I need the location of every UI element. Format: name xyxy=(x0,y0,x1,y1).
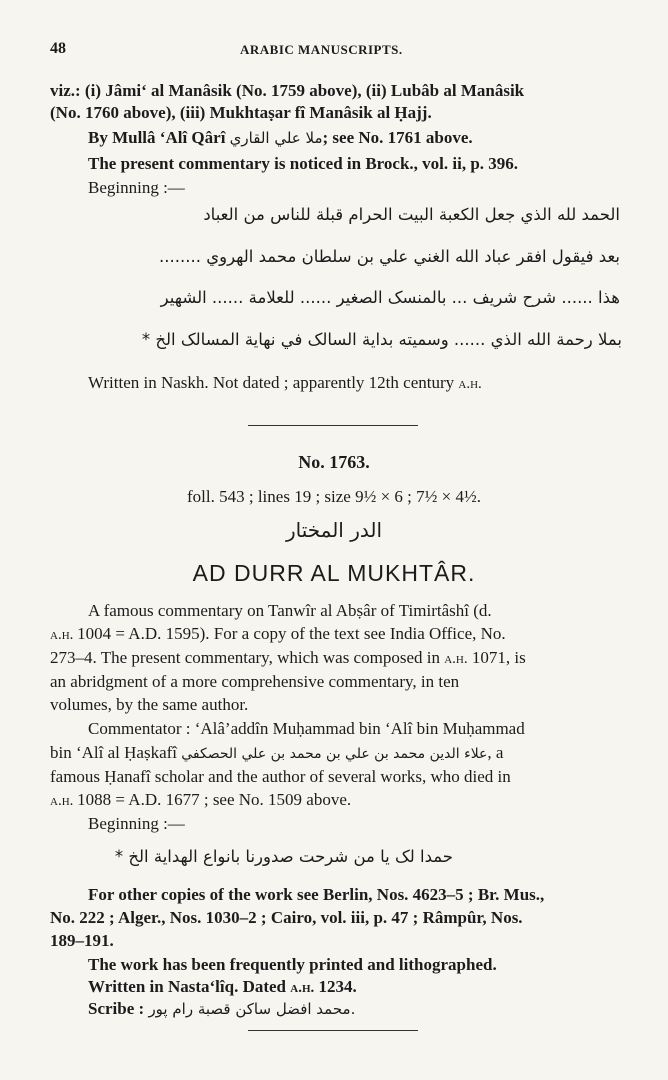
text-line: Written in Nasta‘lîq. Dated a.h. 1234. xyxy=(88,977,357,996)
arabic-incipit-line: هذا ...... شرح شريف ... بالمنسک الصغير ...... للعلامة ...... الشهير xyxy=(160,288,620,307)
text-line: a.h. 1004 = A.D. 1595). For a copy of the text see India Office, No. xyxy=(50,624,506,643)
text-line: 273–4. The present commentary, which was composed in a.h. 1071, is xyxy=(50,648,526,667)
text-line: The work has been frequently printed and lithographed. xyxy=(88,955,497,974)
entry-specs: foll. 543 ; lines 19 ; size 9½ × 6 ; 7½ × 4½. xyxy=(187,487,481,506)
text-line: an abridgment of a more comprehensive commentary, in ten xyxy=(50,672,460,691)
text-line: Commentator : ‘Alâ’addîn Muḥammad bin ‘Alî bin Muḥammad xyxy=(88,719,525,738)
text-line: By Mullâ ‘Alî Qârî ملا علي القاري; see No. 1761 above. xyxy=(88,128,473,147)
arabic-incipit-line: الحمد لله الذي جعل الكعبة البيت الحرام قبلة للناس من العباد xyxy=(203,205,620,224)
text-line: famous Ḥanafî scholar and the author of several works, who died in xyxy=(50,767,511,786)
arabic-incipit-line: حمدا لک يا من شرحت صدورنا بانواع الهداية الخ * xyxy=(114,847,453,866)
entry-title-arabic: الدر المختار xyxy=(285,518,383,542)
text-line: bin ‘Alî al Ḥaṣkafî علاء الدين محمد بن علي بن محمد بن علي الحصكفي, a xyxy=(50,743,504,762)
beginning-label: Beginning :— xyxy=(88,178,185,197)
text-line: a.h. 1088 = A.D. 1677 ; see No. 1509 above. xyxy=(50,790,352,809)
text-line: The present commentary is noticed in Brock., vol. ii, p. 396. xyxy=(88,154,519,173)
text-line: For other copies of the work see Berlin, Nos. 4623–5 ; Br. Mus., xyxy=(88,885,545,904)
page-number: 48 xyxy=(50,40,66,57)
text-line: No. 222 ; Alger., Nos. 1030–2 ; Cairo, vol. iii, p. 47 ; Râmpûr, Nos. xyxy=(50,908,523,927)
entry-title: AD DURR AL MUKHTÂR. xyxy=(192,560,476,586)
divider xyxy=(248,425,418,426)
text-line: 189–191. xyxy=(50,931,114,950)
text-line: Scribe : محمد افضل ساکن قصبة رام پور. xyxy=(88,999,356,1018)
text-line: volumes, by the same author. xyxy=(50,695,249,714)
text-line: (No. 1760 above), (iii) Mukhtaṣar fî Manâsik al Ḥajj. xyxy=(50,103,432,122)
entry-number: No. 1763. xyxy=(298,452,370,472)
text-line: viz.: (i) Jâmi‘ al Manâsik (No. 1759 above), (ii) Lubâb al Manâsik xyxy=(50,81,525,100)
text-line: A famous commentary on Tanwîr al Abṣâr of Timirtâshî (d. xyxy=(88,601,492,620)
script-note: Written in Naskh. Not dated ; apparently 12th century a.h. xyxy=(88,373,482,392)
divider xyxy=(248,1030,418,1031)
running-header: ARABIC MANUSCRIPTS. xyxy=(240,42,403,57)
beginning-label: Beginning :— xyxy=(88,814,185,833)
arabic-incipit-line: بملا رحمة الله الذي ...... وسميته بداية السالک في نهاية المسالک الخ * xyxy=(141,330,622,349)
arabic-incipit-line: بعد فيقول افقر عباد الله الغني علي بن سلطان محمد الهروي ........ xyxy=(158,247,620,266)
